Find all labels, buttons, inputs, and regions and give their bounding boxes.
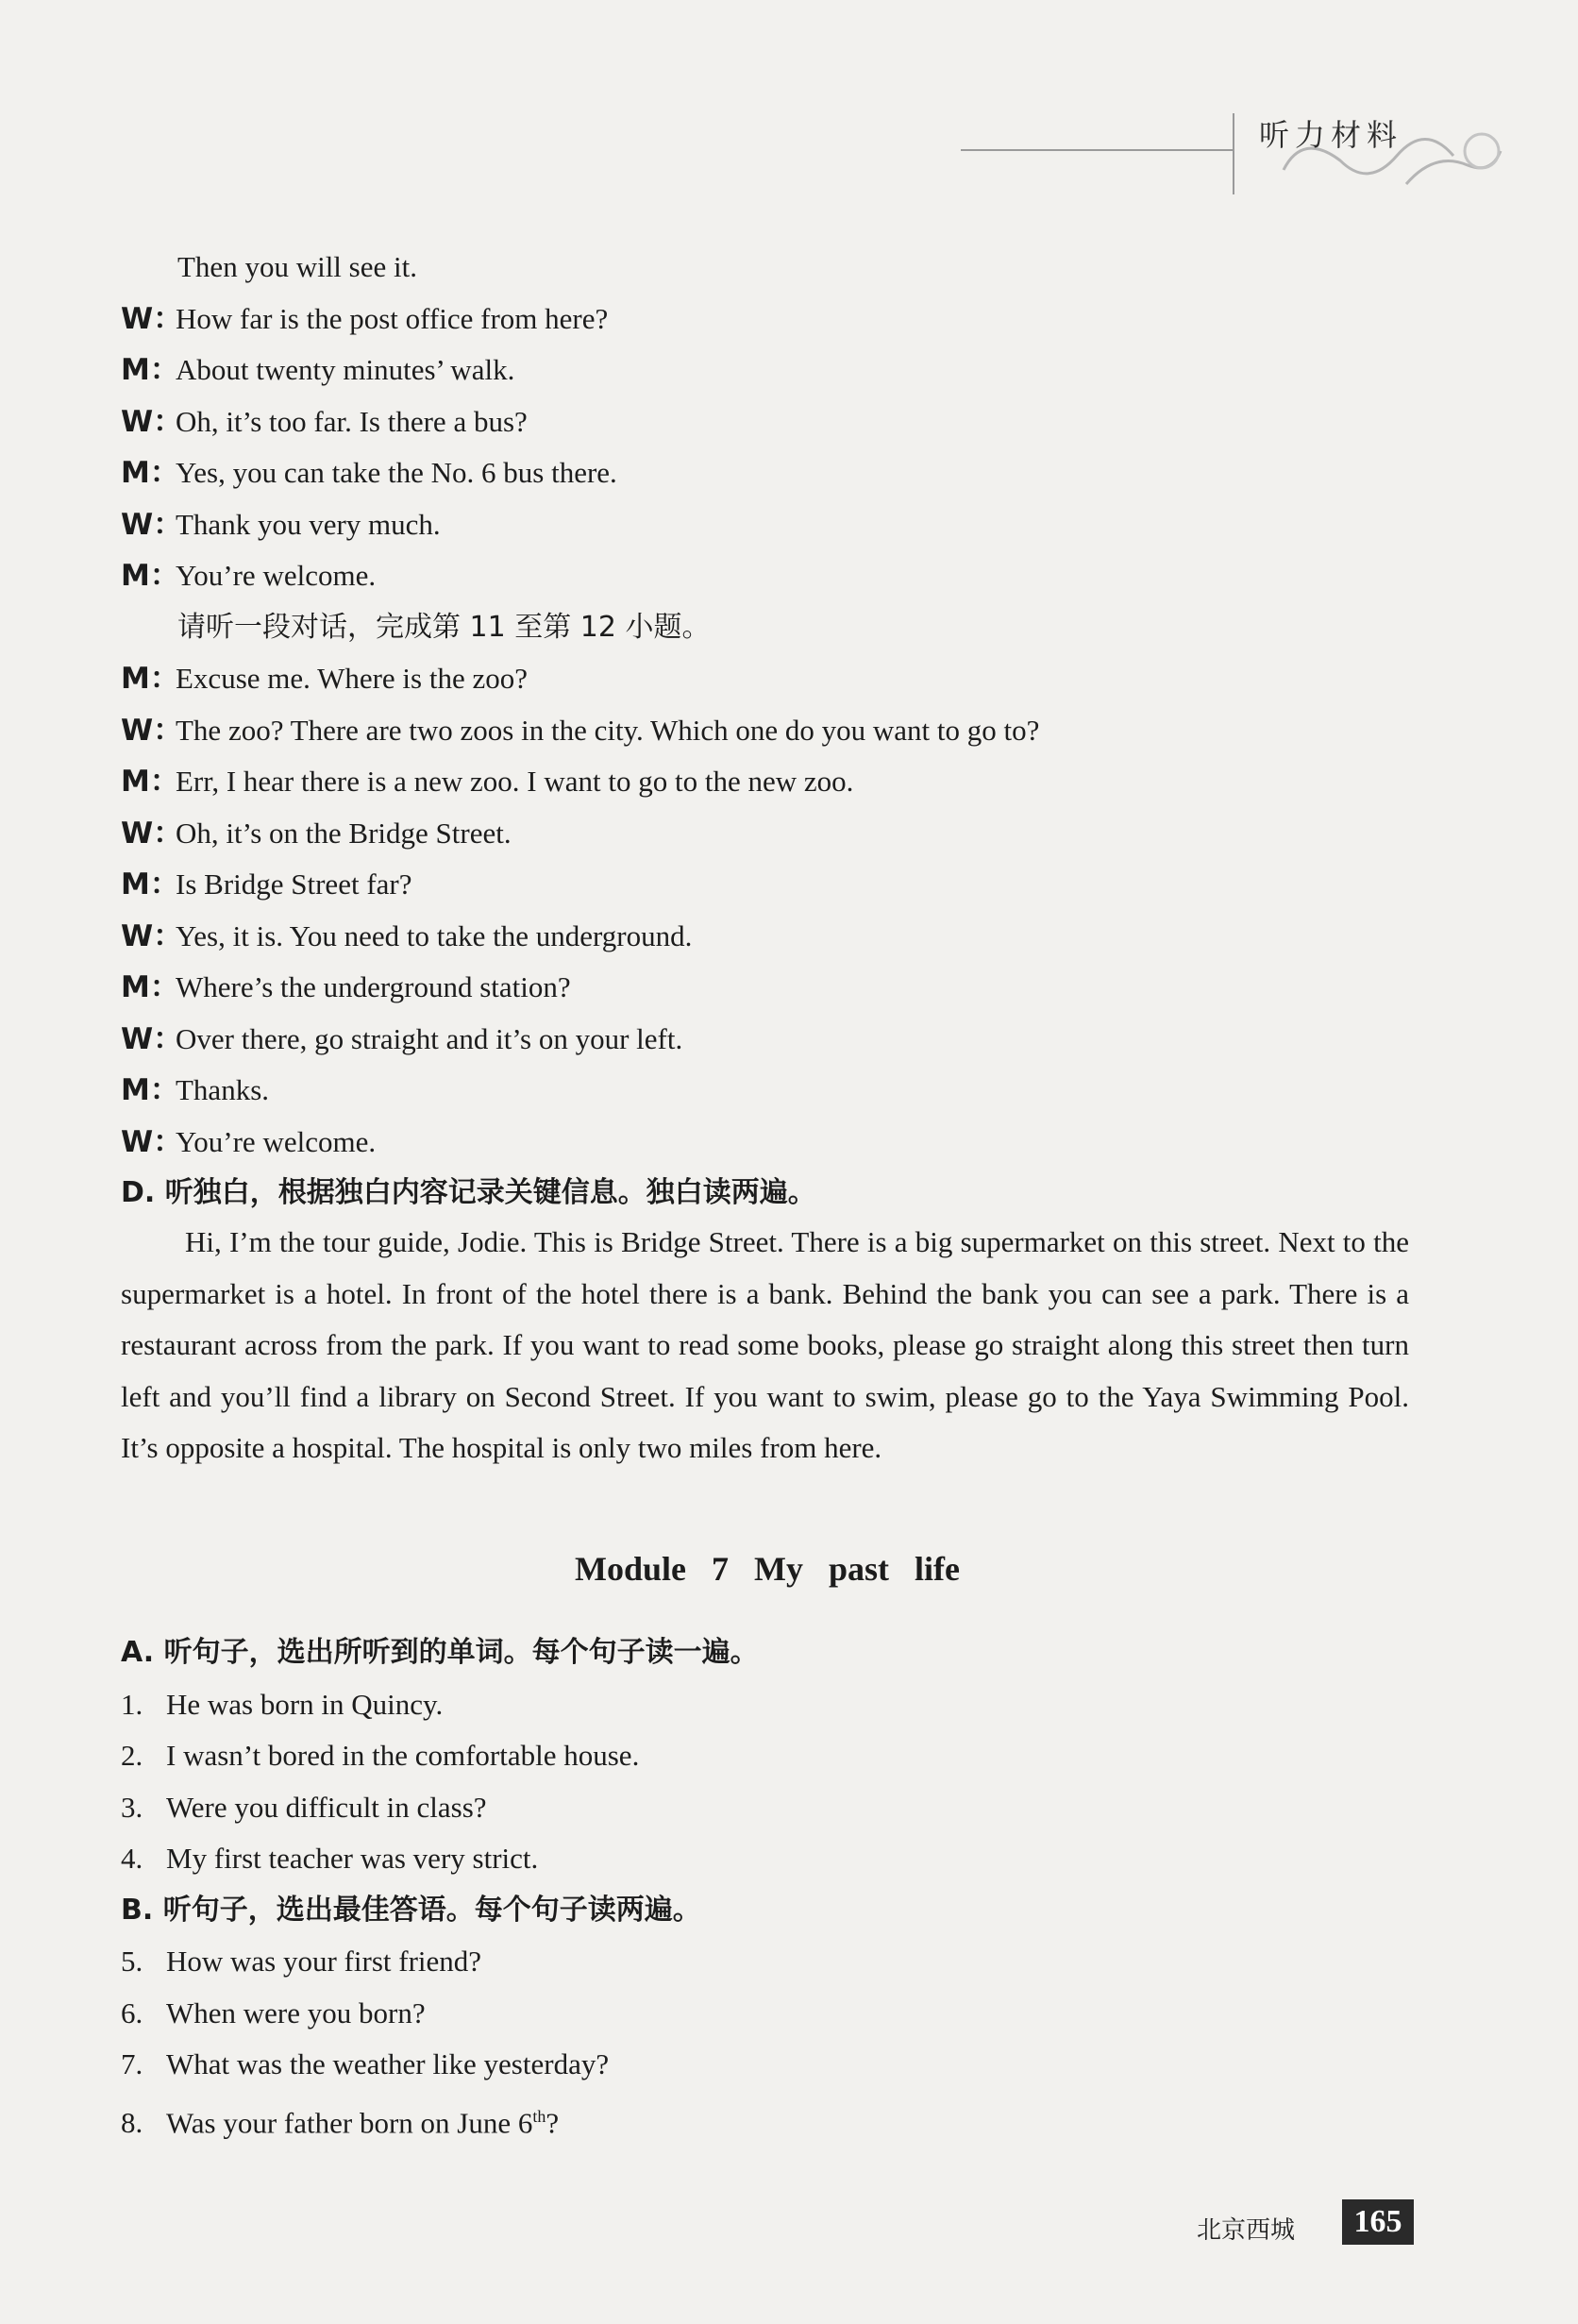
dialogue-line xyxy=(121,300,608,338)
speaker-label: M： xyxy=(121,662,179,696)
dialogue-line xyxy=(121,866,411,903)
question-item xyxy=(121,1686,443,1724)
line-text: Err, I hear there is a new zoo. I want to go to the new zoo. xyxy=(176,765,854,798)
line-text: The zoo? There are two zoos in the city. Which one do you want to go to? xyxy=(176,714,1040,747)
line-text: Thank you very much. xyxy=(176,508,441,541)
part-a-heading: A. 听句子，选出所听到的单词。每个句子读一遍。 xyxy=(121,1636,759,1669)
question-item xyxy=(121,2046,609,2083)
dialogue-line xyxy=(121,763,853,800)
dialogue-line xyxy=(121,968,571,1006)
question-item xyxy=(121,1995,426,2032)
question-item xyxy=(121,1943,481,1980)
question-number: 7. xyxy=(121,2047,143,2080)
question-number: 4. xyxy=(121,1842,143,1875)
dialogue-line xyxy=(121,403,528,441)
dialogue-line xyxy=(121,1071,269,1109)
line-text: Yes, it is. You need to take the underground. xyxy=(176,919,693,952)
speaker-label: M： xyxy=(121,970,179,1004)
question-end: ? xyxy=(546,2106,560,2140)
dialogue-line xyxy=(121,918,692,955)
monologue-paragraph: Hi, I’m the tour guide, Jodie. This is Bridge Street. There is a big supermarket on this street. Next to the supermarket is a hotel. In front of the hotel there is a bank. Behind the bank you can see a park. There is a restaurant across from the park. If you want to read some books, please go straight along this street then turn left and you’ll find a library on Second Street. If you want to swim, please go to the Yaya Swimming Pool. It’s opposite a hospital. The hospital is only two miles from here. xyxy=(121,1225,1409,1464)
question-number: 1. xyxy=(121,1688,143,1721)
speaker-label: W： xyxy=(121,1022,183,1056)
dialogue-line xyxy=(121,506,441,544)
instruction-text: 请听一段对话，完成第 11 至第 12 小题。 xyxy=(177,611,711,644)
question-number: 8. xyxy=(121,2106,143,2140)
speaker-label: M： xyxy=(121,456,179,490)
question-text: How was your first friend? xyxy=(166,1945,482,1978)
line-text: Oh, it’s on the Bridge Street. xyxy=(176,817,512,850)
dialogue-line xyxy=(121,815,512,852)
speaker-label: M： xyxy=(121,867,179,901)
question-item xyxy=(121,1789,487,1827)
speaker-label: W： xyxy=(121,302,183,336)
line-text: You’re welcome. xyxy=(176,559,377,592)
dialogue-line xyxy=(121,660,528,698)
question-number: 6. xyxy=(121,1996,143,2029)
dialogue-line xyxy=(121,1123,376,1161)
question-number: 3. xyxy=(121,1791,143,1824)
line-text: Then you will see it. xyxy=(177,250,417,283)
section-d-heading: D. 听独白，根据独白内容记录关键信息。独白读两遍。 xyxy=(121,1176,816,1209)
speaker-label: M： xyxy=(121,765,179,799)
question-text: He was born in Quincy. xyxy=(166,1688,444,1721)
line-text: Over there, go straight and it’s on your left. xyxy=(176,1022,683,1055)
question-text: When were you born? xyxy=(166,1996,426,2029)
header-rule xyxy=(961,149,1234,151)
speaker-label: W： xyxy=(121,714,183,748)
speaker-label: W： xyxy=(121,405,183,439)
question-text: Were you difficult in class? xyxy=(166,1791,487,1824)
question-text: My first teacher was very strict. xyxy=(166,1842,539,1875)
question-item xyxy=(121,1737,639,1775)
header-divider xyxy=(1233,113,1234,194)
dialogue-line xyxy=(121,351,514,389)
speaker-label: M： xyxy=(121,1073,179,1107)
dialogue-line xyxy=(121,454,617,492)
part-b-heading: B. 听句子，选出最佳答语。每个句子读两遍。 xyxy=(121,1894,701,1927)
page-number: 165 xyxy=(1342,2199,1414,2245)
section-title: 听力材料 xyxy=(1259,117,1403,153)
dialogue-line xyxy=(177,248,417,286)
speaker-label: W： xyxy=(121,817,183,850)
module-title: Module 7 My past life xyxy=(575,1550,960,1588)
line-text: Thanks. xyxy=(176,1073,270,1106)
line-text: About twenty minutes’ walk. xyxy=(176,353,515,386)
line-text: How far is the post office from here? xyxy=(176,302,609,335)
question-number: 5. xyxy=(121,1945,143,1978)
question-item xyxy=(121,1840,538,1878)
dialogue-line xyxy=(121,557,376,595)
line-text: Where’s the underground station? xyxy=(176,970,571,1003)
question-text: I wasn’t bored in the comfortable house. xyxy=(166,1739,640,1772)
question-item xyxy=(121,2097,559,2142)
speaker-label: W： xyxy=(121,508,183,542)
dialogue-line xyxy=(121,712,1039,749)
question-text: Was your father born on June 6 xyxy=(166,2106,533,2140)
superscript-text: th xyxy=(532,2107,546,2126)
speaker-label: W： xyxy=(121,1125,183,1159)
line-text: Oh, it’s too far. Is there a bus? xyxy=(176,405,528,438)
footer-city: 北京西城 xyxy=(1197,2216,1296,2245)
speaker-label: W： xyxy=(121,919,183,953)
speaker-label: M： xyxy=(121,559,179,593)
line-text: You’re welcome. xyxy=(176,1125,377,1158)
question-text: What was the weather like yesterday? xyxy=(166,2047,610,2080)
line-text: Is Bridge Street far? xyxy=(176,867,412,901)
question-number: 2. xyxy=(121,1739,143,1772)
line-text: Yes, you can take the No. 6 bus there. xyxy=(176,456,617,489)
line-text: Excuse me. Where is the zoo? xyxy=(176,662,528,695)
speaker-label: M： xyxy=(121,353,179,387)
dialogue-line xyxy=(121,1020,682,1058)
